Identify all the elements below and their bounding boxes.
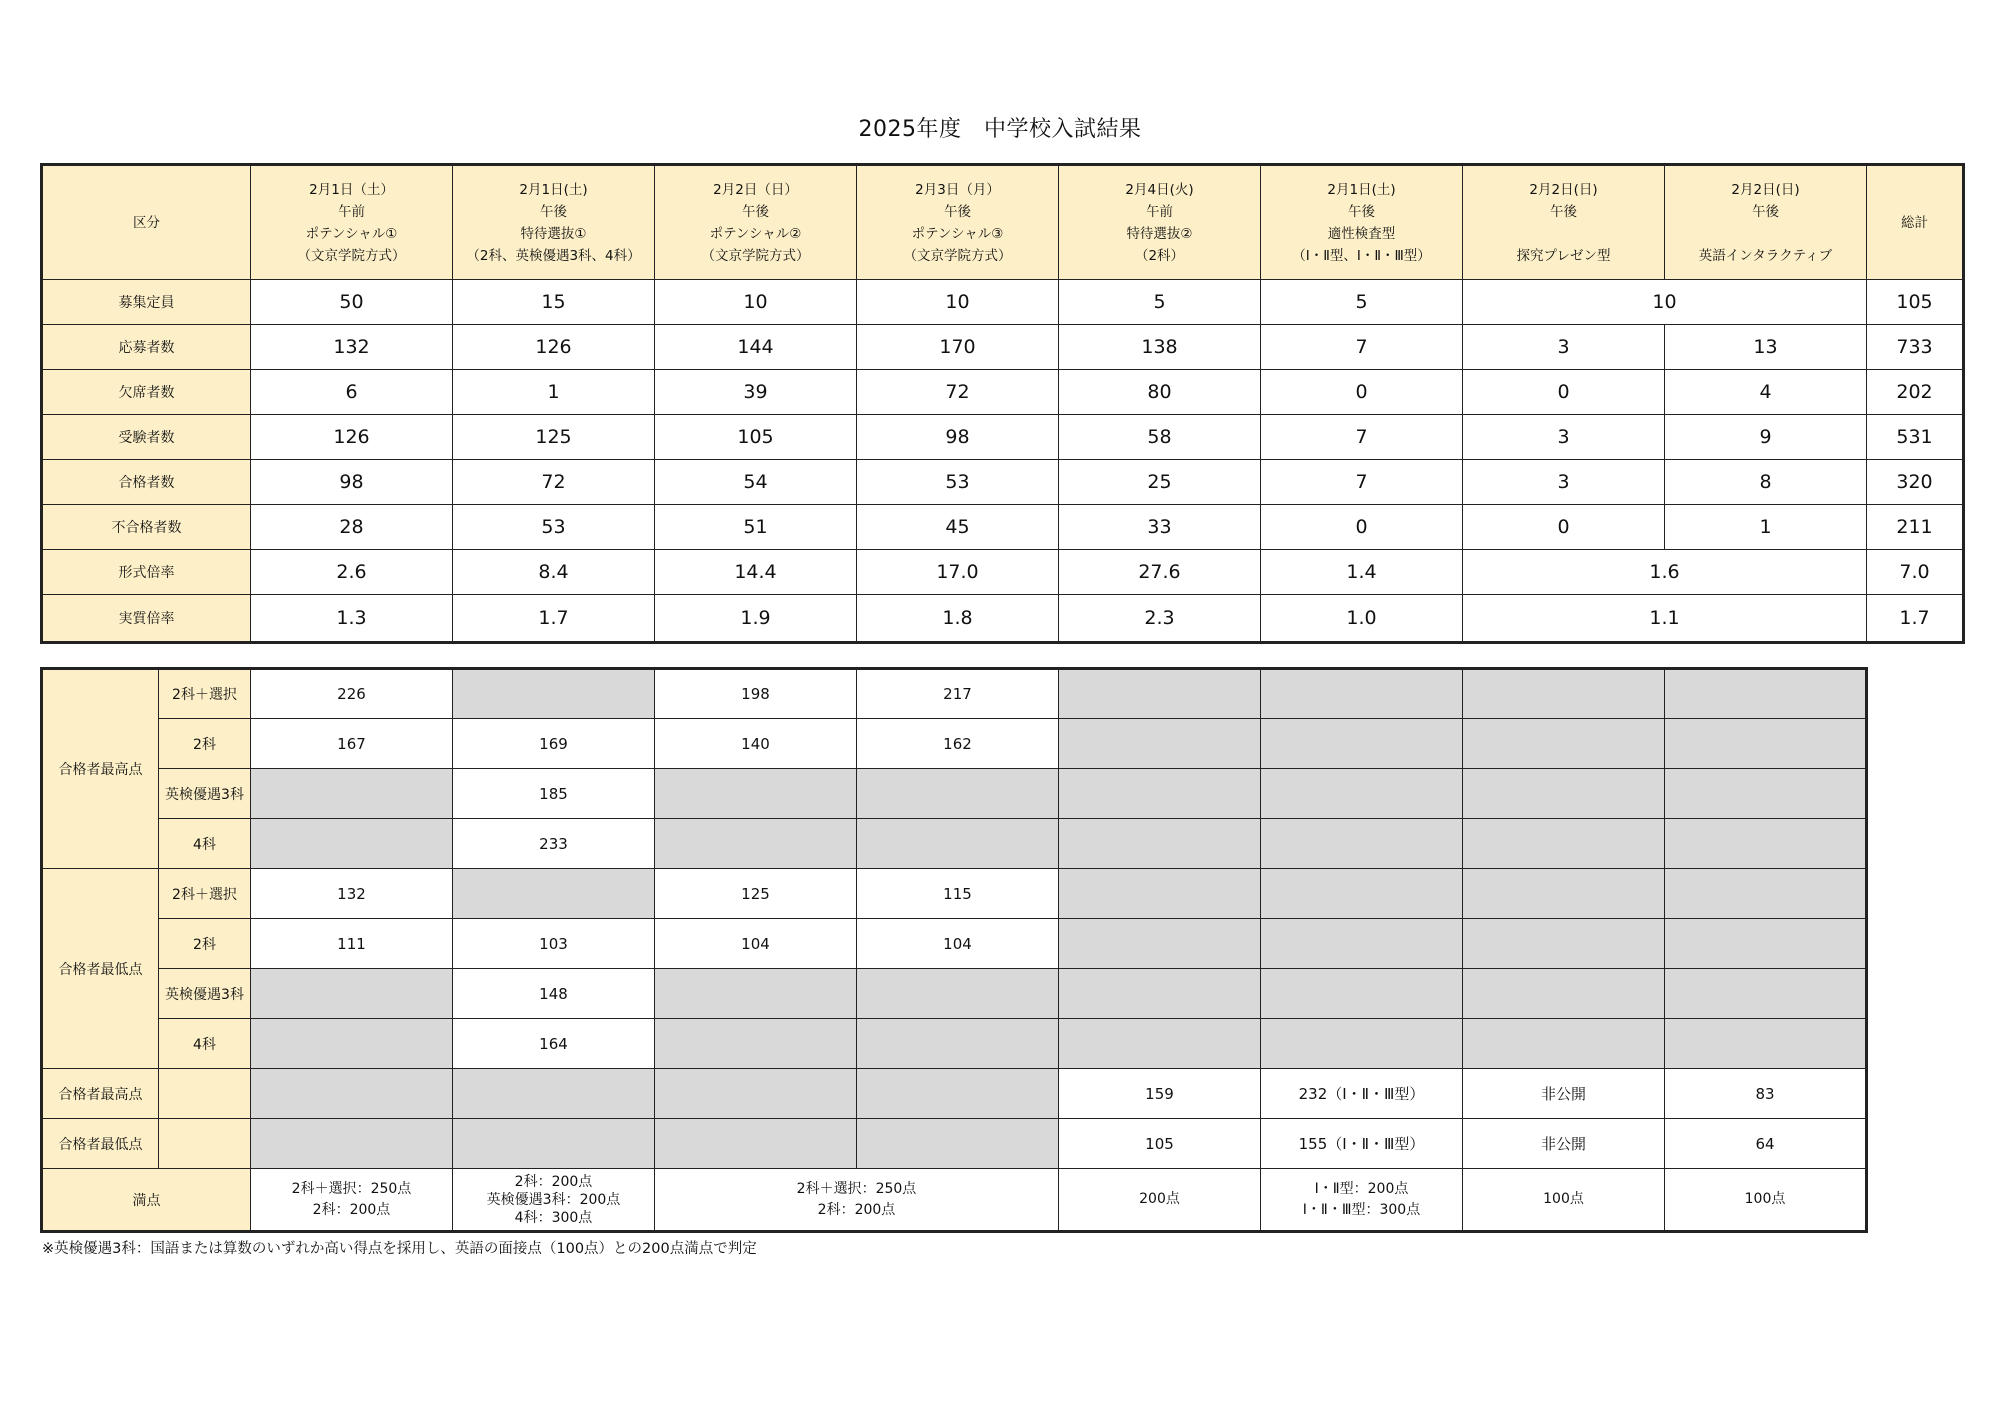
- table-cell: 104: [857, 919, 1059, 969]
- min-score-label: 合格者最低点: [42, 1119, 159, 1169]
- empty-cell: [1059, 819, 1261, 869]
- table-cell: 非公開: [1463, 1119, 1665, 1169]
- table-cell: 53: [857, 460, 1059, 505]
- empty-cell: [251, 769, 453, 819]
- session-header: [1463, 165, 1665, 280]
- table-cell: 4: [1665, 370, 1867, 415]
- session-detail: （文京学院方式）: [701, 247, 810, 264]
- empty-cell: [1463, 969, 1665, 1019]
- subject-label: 2科: [159, 719, 251, 769]
- table-row: [42, 460, 1964, 505]
- total-cell: 202: [1867, 370, 1964, 415]
- table-cell: 164: [453, 1019, 655, 1069]
- table-row: [42, 325, 1964, 370]
- table-cell: 111: [251, 919, 453, 969]
- empty-cell: [857, 769, 1059, 819]
- table-cell: 2.6: [251, 550, 453, 595]
- empty-cell: [1261, 669, 1463, 719]
- empty-cell: [1261, 1019, 1463, 1069]
- table-cell: 185: [453, 769, 655, 819]
- table-cell: 7: [1261, 325, 1463, 370]
- table-row: [42, 1019, 1867, 1069]
- session-time: 午後: [944, 203, 971, 220]
- empty-cell: [655, 969, 857, 1019]
- total-cell: 1.7: [1867, 595, 1964, 643]
- page-title: 2025年度 中学校入試結果: [858, 117, 1142, 142]
- table-cell: 51: [655, 505, 857, 550]
- full-marks-line: Ⅰ・Ⅱ・Ⅲ型：300点: [1302, 1201, 1421, 1218]
- table-cell: 98: [857, 415, 1059, 460]
- session-time: 午前: [1146, 203, 1173, 220]
- table-cell: 144: [655, 325, 857, 370]
- table-cell: 39: [655, 370, 857, 415]
- table-row: [42, 415, 1964, 460]
- table-cell: 72: [453, 460, 655, 505]
- table-row: [42, 595, 1964, 643]
- table-cell: 10: [1463, 280, 1867, 325]
- table-cell: 169: [453, 719, 655, 769]
- empty-cell: [1665, 969, 1867, 1019]
- empty-cell: [1665, 719, 1867, 769]
- session-name: 特待選抜①: [520, 225, 587, 242]
- table-row: [42, 669, 1867, 719]
- min-score-label: 合格者最低点: [42, 869, 159, 1069]
- full-marks-line: 4科：300点: [514, 1209, 593, 1226]
- full-marks-line: 2科＋選択：250点: [291, 1180, 412, 1197]
- table-row: [42, 1069, 1867, 1119]
- scores-table: [40, 667, 1868, 1233]
- header-row: [42, 165, 1964, 280]
- table-cell: 132: [251, 869, 453, 919]
- table-cell: 105: [655, 415, 857, 460]
- total-cell: 320: [1867, 460, 1964, 505]
- empty-cell: [1261, 719, 1463, 769]
- table-cell: 126: [251, 415, 453, 460]
- row-label: 受験者数: [42, 415, 251, 460]
- session-detail: （文京学院方式）: [297, 247, 406, 264]
- table-cell: 1.8: [857, 595, 1059, 643]
- table-cell: 非公開: [1463, 1069, 1665, 1119]
- table-cell: 104: [655, 919, 857, 969]
- table-cell: 170: [857, 325, 1059, 370]
- session-name: [1463, 223, 1664, 245]
- full-marks-cell: 200点: [1059, 1169, 1261, 1232]
- session-date: 2月1日(土): [519, 181, 588, 198]
- session-name: ポテンシャル②: [709, 225, 802, 242]
- session-date: 2月2日（日）: [713, 181, 798, 198]
- empty-cell: [1059, 869, 1261, 919]
- session-header: [1261, 165, 1463, 280]
- table-row: [42, 505, 1964, 550]
- empty-cell: [453, 1069, 655, 1119]
- empty-cell: [1665, 1019, 1867, 1069]
- empty-cell: [1059, 769, 1261, 819]
- empty-cell: [857, 1069, 1059, 1119]
- table-row: [42, 919, 1867, 969]
- table-cell: 126: [453, 325, 655, 370]
- table-cell: 1.9: [655, 595, 857, 643]
- session-header: [251, 165, 453, 280]
- session-date: 2月1日（土）: [309, 181, 394, 198]
- table-row: [42, 869, 1867, 919]
- session-header: [1665, 165, 1867, 280]
- table-cell: 138: [1059, 325, 1261, 370]
- empty-cell: [1463, 769, 1665, 819]
- session-detail: 英語インタラクティブ: [1698, 247, 1833, 264]
- table-cell: 140: [655, 719, 857, 769]
- empty-cell: [1261, 869, 1463, 919]
- full-marks-line: 2科：200点: [817, 1201, 896, 1218]
- total-cell: 211: [1867, 505, 1964, 550]
- full-marks-label: 満点: [42, 1169, 251, 1232]
- category-header: 区分: [42, 165, 251, 280]
- table-cell: 10: [655, 280, 857, 325]
- full-marks-cell: [1261, 1169, 1463, 1232]
- max-score-label: 合格者最高点: [42, 669, 159, 869]
- table-cell: 7: [1261, 415, 1463, 460]
- table-cell: 50: [251, 280, 453, 325]
- empty-cell: [1665, 869, 1867, 919]
- session-name: ポテンシャル③: [911, 225, 1004, 242]
- table-cell: 2.3: [1059, 595, 1261, 643]
- session-time: 午後: [1348, 203, 1375, 220]
- table-row: [42, 819, 1867, 869]
- full-marks-cell: [453, 1169, 655, 1232]
- table-cell: 148: [453, 969, 655, 1019]
- session-header: [857, 165, 1059, 280]
- empty-cell: [655, 819, 857, 869]
- session-detail: （Ⅰ・Ⅱ型、Ⅰ・Ⅱ・Ⅲ型）: [1292, 247, 1431, 264]
- empty-cell: [453, 869, 655, 919]
- empty-cell: [1261, 969, 1463, 1019]
- table-cell: 27.6: [1059, 550, 1261, 595]
- subject-label: 英検優遇3科: [159, 969, 251, 1019]
- table-cell: 0: [1261, 505, 1463, 550]
- row-label: 合格者数: [42, 460, 251, 505]
- empty-cell: [1463, 1019, 1665, 1069]
- table-cell: 7: [1261, 460, 1463, 505]
- table-cell: 58: [1059, 415, 1261, 460]
- table-row: [42, 769, 1867, 819]
- session-header: [655, 165, 857, 280]
- subject-label: 4科: [159, 1019, 251, 1069]
- table-cell: 64: [1665, 1119, 1867, 1169]
- empty-cell: [1463, 719, 1665, 769]
- table-cell: 1: [1665, 505, 1867, 550]
- full-marks-cell: 100点: [1665, 1169, 1867, 1232]
- empty-cell: [1665, 819, 1867, 869]
- table-cell: 0: [1463, 505, 1665, 550]
- session-detail: （2科）: [1134, 247, 1185, 264]
- row-label: 実質倍率: [42, 595, 251, 643]
- row-label: 応募者数: [42, 325, 251, 370]
- session-name: 特待選抜②: [1126, 225, 1193, 242]
- full-marks-line: 英検優遇3科：200点: [486, 1191, 621, 1208]
- table-cell: 14.4: [655, 550, 857, 595]
- table-row: [42, 1169, 1867, 1232]
- empty-cell: [1665, 919, 1867, 969]
- full-marks-line: Ⅰ・Ⅱ型：200点: [1314, 1180, 1409, 1197]
- empty-cell: [857, 1119, 1059, 1169]
- table-cell: 17.0: [857, 550, 1059, 595]
- subject-label: 2科＋選択: [159, 869, 251, 919]
- empty-cell: [251, 969, 453, 1019]
- table-cell: 9: [1665, 415, 1867, 460]
- session-header: [1059, 165, 1261, 280]
- session-header: [453, 165, 655, 280]
- table-cell: 1.6: [1463, 550, 1867, 595]
- table-row: [42, 1119, 1867, 1169]
- empty-cell: [1463, 919, 1665, 969]
- empty-cell: [1665, 669, 1867, 719]
- empty-cell: [1261, 919, 1463, 969]
- empty-cell: [1261, 819, 1463, 869]
- table-cell: 80: [1059, 370, 1261, 415]
- results-table: [40, 163, 1965, 644]
- session-date: 2月3日（月）: [915, 181, 1000, 198]
- total-cell: 105: [1867, 280, 1964, 325]
- table-cell: 5: [1059, 280, 1261, 325]
- table-cell: 54: [655, 460, 857, 505]
- session-name: [1665, 223, 1866, 245]
- session-date: 2月4日(火): [1125, 181, 1194, 198]
- empty-cell: [251, 819, 453, 869]
- session-name: ポテンシャル①: [305, 225, 398, 242]
- table-cell: 53: [453, 505, 655, 550]
- subject-label: 4科: [159, 819, 251, 869]
- table-row: [42, 550, 1964, 595]
- table-cell: 1.4: [1261, 550, 1463, 595]
- max-score-label: 合格者最高点: [42, 1069, 159, 1119]
- table-cell: 155（Ⅰ・Ⅱ・Ⅲ型）: [1261, 1119, 1463, 1169]
- empty-cell: [453, 1119, 655, 1169]
- table-cell: 1.3: [251, 595, 453, 643]
- full-marks-cell: 100点: [1463, 1169, 1665, 1232]
- session-date: 2月2日(日): [1529, 181, 1598, 198]
- empty-cell: [1463, 869, 1665, 919]
- table-cell: 217: [857, 669, 1059, 719]
- session-time: 午前: [338, 203, 365, 220]
- empty-cell: [1059, 719, 1261, 769]
- table-cell: 13: [1665, 325, 1867, 370]
- full-marks-cell: [251, 1169, 453, 1232]
- empty-cell: [1059, 669, 1261, 719]
- empty-cell: [1059, 1019, 1261, 1069]
- empty-cell: [655, 769, 857, 819]
- empty-cell: [1059, 969, 1261, 1019]
- table-cell: 226: [251, 669, 453, 719]
- session-time: 午後: [1752, 203, 1779, 220]
- table-cell: 0: [1463, 370, 1665, 415]
- table-cell: 167: [251, 719, 453, 769]
- empty-cell: [655, 1119, 857, 1169]
- row-label: 形式倍率: [42, 550, 251, 595]
- table-cell: 233: [453, 819, 655, 869]
- empty-cell: [655, 1069, 857, 1119]
- empty-cell: [1463, 819, 1665, 869]
- table-cell: 1.0: [1261, 595, 1463, 643]
- table-cell: 125: [655, 869, 857, 919]
- table-cell: 33: [1059, 505, 1261, 550]
- table-cell: 3: [1463, 325, 1665, 370]
- full-marks-line: 2科＋選択：250点: [796, 1180, 917, 1197]
- session-detail: 探究プレゼン型: [1516, 247, 1611, 264]
- empty-cell: [453, 669, 655, 719]
- full-marks-line: 2科：200点: [514, 1173, 593, 1190]
- table-row: [42, 719, 1867, 769]
- table-cell: 232（Ⅰ・Ⅱ・Ⅲ型）: [1261, 1069, 1463, 1119]
- table-row: [42, 280, 1964, 325]
- session-time: 午後: [742, 203, 769, 220]
- empty-cell: [1059, 919, 1261, 969]
- total-cell: 531: [1867, 415, 1964, 460]
- subject-label: 2科＋選択: [159, 669, 251, 719]
- table-cell: 198: [655, 669, 857, 719]
- row-label: 欠席者数: [42, 370, 251, 415]
- empty-cell: [1261, 769, 1463, 819]
- empty-cell: [251, 1119, 453, 1169]
- table-cell: 8: [1665, 460, 1867, 505]
- empty-cell: [251, 1069, 453, 1119]
- table-cell: 132: [251, 325, 453, 370]
- table-cell: 3: [1463, 415, 1665, 460]
- table-cell: 5: [1261, 280, 1463, 325]
- session-detail: （文京学院方式）: [903, 247, 1012, 264]
- row-label: 募集定員: [42, 280, 251, 325]
- table-cell: 105: [1059, 1119, 1261, 1169]
- total-cell: 733: [1867, 325, 1964, 370]
- table-cell: 10: [857, 280, 1059, 325]
- table-cell: 6: [251, 370, 453, 415]
- empty-cell: [857, 1019, 1059, 1069]
- table-cell: 103: [453, 919, 655, 969]
- table-row: [42, 370, 1964, 415]
- row-label: 不合格者数: [42, 505, 251, 550]
- empty-label-cell: [159, 1119, 251, 1169]
- empty-cell: [1463, 669, 1665, 719]
- total-header: 総計: [1867, 165, 1964, 280]
- subject-label: 英検優遇3科: [159, 769, 251, 819]
- subject-label: 2科: [159, 919, 251, 969]
- table-cell: 1.1: [1463, 595, 1867, 643]
- table-cell: 45: [857, 505, 1059, 550]
- session-date: 2月2日(日): [1731, 181, 1800, 198]
- footnote: ※英検優遇3科：国語または算数のいずれか高い得点を採用し、英語の面接点（100点）との200点満点で判定: [42, 1241, 757, 1257]
- table-cell: 25: [1059, 460, 1261, 505]
- table-cell: 98: [251, 460, 453, 505]
- table-cell: 125: [453, 415, 655, 460]
- table-cell: 8.4: [453, 550, 655, 595]
- table-cell: 1: [453, 370, 655, 415]
- empty-cell: [857, 819, 1059, 869]
- table-cell: 83: [1665, 1069, 1867, 1119]
- total-cell: 7.0: [1867, 550, 1964, 595]
- table-cell: 1.7: [453, 595, 655, 643]
- table-cell: 159: [1059, 1069, 1261, 1119]
- table-cell: 28: [251, 505, 453, 550]
- empty-cell: [655, 1019, 857, 1069]
- table-cell: 162: [857, 719, 1059, 769]
- empty-label-cell: [159, 1069, 251, 1119]
- empty-cell: [857, 969, 1059, 1019]
- session-name: 適性検査型: [1327, 225, 1396, 242]
- table-row: [42, 969, 1867, 1019]
- session-time: 午後: [1550, 203, 1577, 220]
- table-cell: 0: [1261, 370, 1463, 415]
- table-cell: 115: [857, 869, 1059, 919]
- table-cell: 72: [857, 370, 1059, 415]
- full-marks-cell: [655, 1169, 1059, 1232]
- session-date: 2月1日(土): [1327, 181, 1396, 198]
- table-cell: 15: [453, 280, 655, 325]
- session-detail: （2科、英検優遇3科、4科）: [466, 247, 641, 264]
- full-marks-line: 2科：200点: [312, 1201, 391, 1218]
- session-time: 午後: [540, 203, 567, 220]
- empty-cell: [1665, 769, 1867, 819]
- empty-cell: [251, 1019, 453, 1069]
- table-cell: 3: [1463, 460, 1665, 505]
